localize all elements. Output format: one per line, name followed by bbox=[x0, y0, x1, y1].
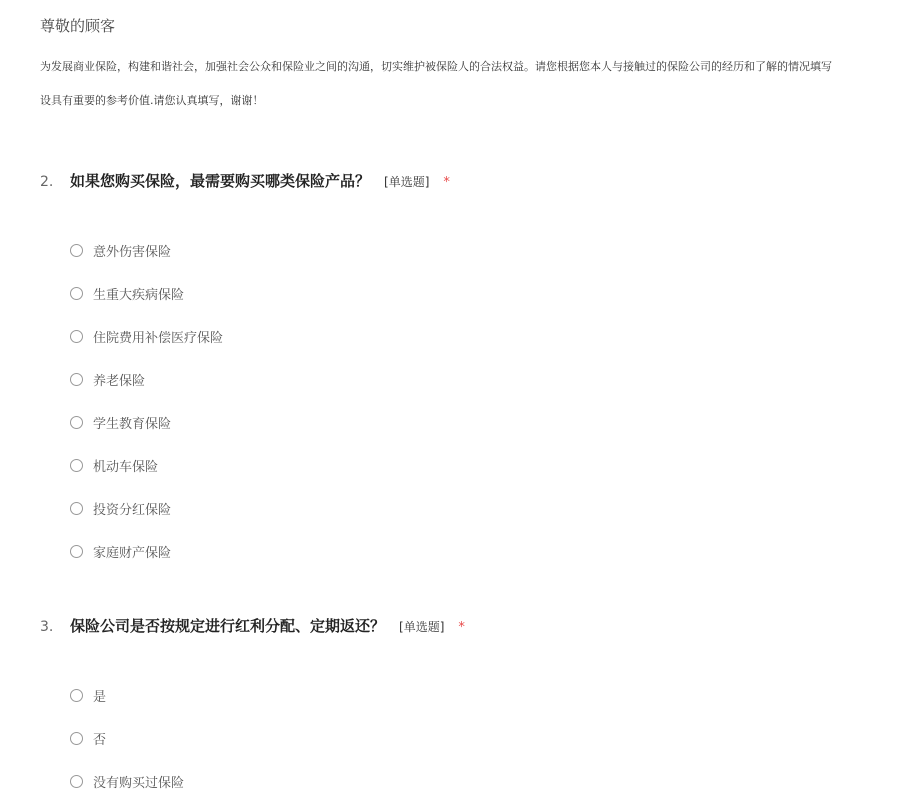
option-label: 学生教育保险 bbox=[93, 417, 172, 432]
radio-button-icon[interactable] bbox=[70, 502, 83, 515]
q3-option-never-purchased[interactable] bbox=[70, 772, 184, 791]
question-2-header bbox=[40, 170, 450, 191]
option-label: 否 bbox=[93, 733, 107, 748]
q2-option-student-education[interactable] bbox=[70, 413, 171, 432]
radio-button-icon[interactable] bbox=[70, 545, 83, 558]
radio-button-icon[interactable] bbox=[70, 775, 83, 788]
option-label: 没有购买过保险 bbox=[93, 776, 185, 791]
radio-button-icon[interactable] bbox=[70, 330, 83, 343]
q2-option-accident-insurance[interactable] bbox=[70, 241, 171, 260]
greeting-heading: 尊敬的顾客 bbox=[40, 17, 116, 35]
q2-option-investment-dividend[interactable] bbox=[70, 499, 171, 518]
required-marker: * bbox=[458, 620, 465, 635]
q2-option-hospital-medical[interactable] bbox=[70, 327, 223, 346]
question-3-header bbox=[40, 615, 465, 636]
radio-button-icon[interactable] bbox=[70, 244, 83, 257]
q2-option-critical-illness[interactable] bbox=[70, 284, 184, 303]
option-label: 住院费用补偿医疗保险 bbox=[93, 331, 224, 346]
radio-button-icon[interactable] bbox=[70, 287, 83, 300]
radio-button-icon[interactable] bbox=[70, 373, 83, 386]
radio-button-icon[interactable] bbox=[70, 689, 83, 702]
intro-text-line-1: 为发展商业保险，构建和谐社会，加强社会公众和保险业之间的沟通，切实维护被保险人的合法权益。请您根据您本人与接触过的保险公司的经历和了解的情况填写 bbox=[40, 60, 832, 73]
question-type-tag: [单选题] bbox=[384, 175, 430, 189]
option-label: 是 bbox=[93, 690, 107, 705]
option-label: 投资分红保险 bbox=[93, 503, 172, 518]
question-title: 如果您购买保险，最需要购买哪类保险产品？ bbox=[70, 172, 371, 190]
radio-button-icon[interactable] bbox=[70, 732, 83, 745]
option-label: 意外伤害保险 bbox=[93, 245, 172, 260]
option-label: 机动车保险 bbox=[93, 460, 159, 475]
question-number: 2. bbox=[40, 174, 54, 190]
q2-option-pension[interactable] bbox=[70, 370, 145, 389]
question-number: 3. bbox=[40, 619, 54, 635]
option-label: 养老保险 bbox=[93, 374, 146, 389]
required-marker: * bbox=[443, 175, 450, 190]
q3-option-no[interactable] bbox=[70, 729, 106, 748]
radio-button-icon[interactable] bbox=[70, 416, 83, 429]
option-label: 家庭财产保险 bbox=[93, 546, 172, 561]
intro-text-line-2: 设具有重要的参考价值.请您认真填写，谢谢！ bbox=[40, 94, 264, 107]
q2-option-home-property[interactable] bbox=[70, 542, 171, 561]
q3-option-yes[interactable] bbox=[70, 686, 106, 705]
q2-option-motor-vehicle[interactable] bbox=[70, 456, 158, 475]
radio-button-icon[interactable] bbox=[70, 459, 83, 472]
question-type-tag: [单选题] bbox=[399, 620, 445, 634]
option-label: 生重大疾病保险 bbox=[93, 288, 185, 303]
question-title: 保险公司是否按规定进行红利分配、定期返还？ bbox=[70, 617, 386, 635]
